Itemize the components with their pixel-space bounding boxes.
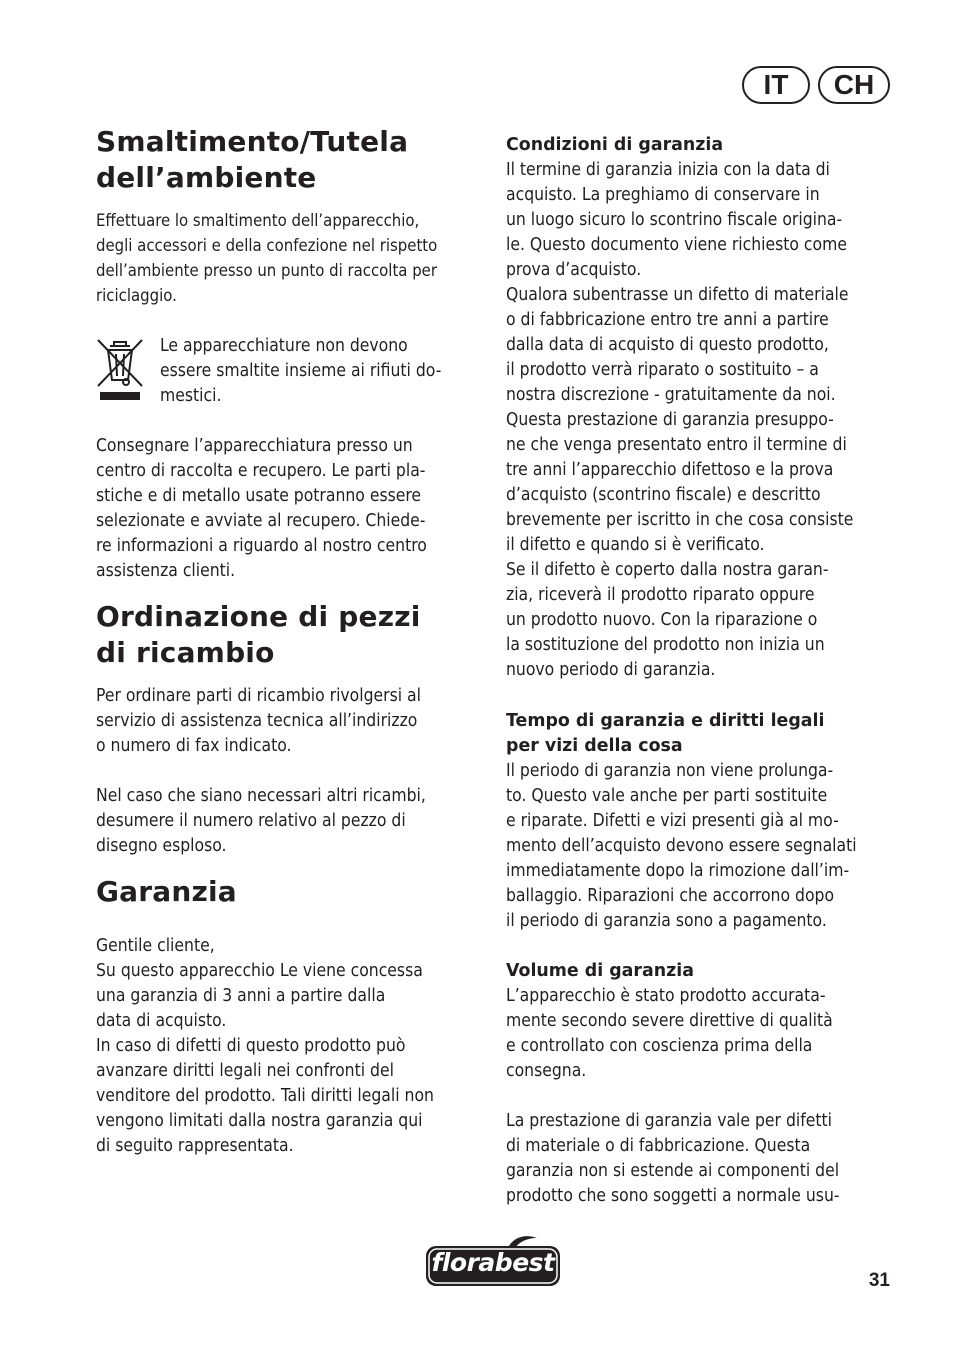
paragraph-warranty: Gentile cliente, Su questo apparecchio Le viene concessa una garanzia di 3 anni a partire dalla data di acquisto. In caso di difetti di questo prodotto può avanzare diritti legali nei confronti del venditore del prodotto. Tali diritti legali non vengono limitati dalla nostra garanzia qui di seguito rappresentata. xyxy=(96,936,434,1156)
subheading-period: Tempo di garanzia e diritti legali per vizi della cosa xyxy=(506,711,825,756)
weee-notice xyxy=(96,334,488,414)
lang-badge-it: IT xyxy=(742,66,810,104)
page-number: 31 xyxy=(868,1270,890,1291)
paragraph-period: Il periodo di garanzia non viene prolunga- to. Questo vale anche per parti sostituite e riparate. Difetti e vizi presenti già al mo- mento dell’acquisto devono essere segnalati immediatamente dopo la rimozione dall’im- ballaggio. Riparazioni che accorrono dopo il periodo di garanzia sono a pagamento. xyxy=(506,761,857,931)
heading-warranty: Garanzia xyxy=(96,875,237,908)
paragraph-volume-2: La prestazione di garanzia vale per difetti di materiale o di fabbricazione. Questa garanzia non si estende ai componenti del prodotto che sono soggetti a normale usu- xyxy=(506,1111,840,1206)
subheading-volume: Volume di garanzia xyxy=(506,961,694,981)
crossed-bin-icon xyxy=(96,336,144,408)
lang-badge-ch: CH xyxy=(818,66,890,104)
subheading-conditions: Condizioni di garanzia xyxy=(506,135,724,155)
weee-text: Le apparecchiature non devono essere smaltite insieme ai rifiuti do- mestici. xyxy=(160,336,442,406)
heading-spare-parts: Ordinazione di pezzi di ricambio xyxy=(96,600,421,669)
brand-logo-text: florabest xyxy=(431,1248,555,1277)
paragraph-spare-parts-2: Nel caso che siano necessari altri ricambi, desumere il numero relativo al pezzo di disegno esploso. xyxy=(96,786,426,856)
paragraph-volume-1: L’apparecchio è stato prodotto accurata- mente secondo severe direttive di qualità e controllato con coscienza prima della consegna. xyxy=(506,986,833,1081)
paragraph-return: Consegnare l’apparecchiatura presso un centro di raccolta e recupero. Le parti pla- stiche e di metallo usate potranno essere selezionate e avviate al recupero. Chiede- re informazioni a riguardo al nostro centro assistenza clienti. xyxy=(96,436,427,581)
paragraph-disposal: Effettuare lo smaltimento dell’apparecchio, degli accessori e della confezione nel rispetto dell’ambiente presso un punto di raccolta per riciclaggio. xyxy=(96,211,438,305)
paragraph-conditions: Il termine di garanzia inizia con la data di acquisto. La preghiamo di conservare in un luogo sicuro lo scontrino fiscale origina- le. Questo documento viene richiesto come prova d’acquisto. Qualora subentrasse un difetto di materiale o di fabbricazione entro tre anni a partire dalla data di acquisto di questo prodotto, il prodotto verrà riparato o sostituito – a nostra discrezione - gratuitamente da noi. Questa prestazione di garanzia presuppo- ne che venga presentato entro il termine di tre anni l’apparecchio difettoso e la prova d’acquisto (scontrino fiscale) e descritto brevemente per iscritto in che cosa consiste il difetto e quando si è verificato. Se il difetto è coperto dalla nostra garan- zia, riceverà il prodotto riparato oppure un prodotto nuovo. Con la riparazione o la sostituzione del prodotto non inizia un nuovo periodo di garanzia. xyxy=(506,160,854,680)
brand-logo xyxy=(423,1234,563,1290)
heading-disposal: Smaltimento/Tutela dell’ambiente xyxy=(96,125,409,194)
paragraph-spare-parts-1: Per ordinare parti di ricambio rivolgersi al servizio di assistenza tecnica all’indirizzo o numero di fax indicato. xyxy=(96,686,421,756)
